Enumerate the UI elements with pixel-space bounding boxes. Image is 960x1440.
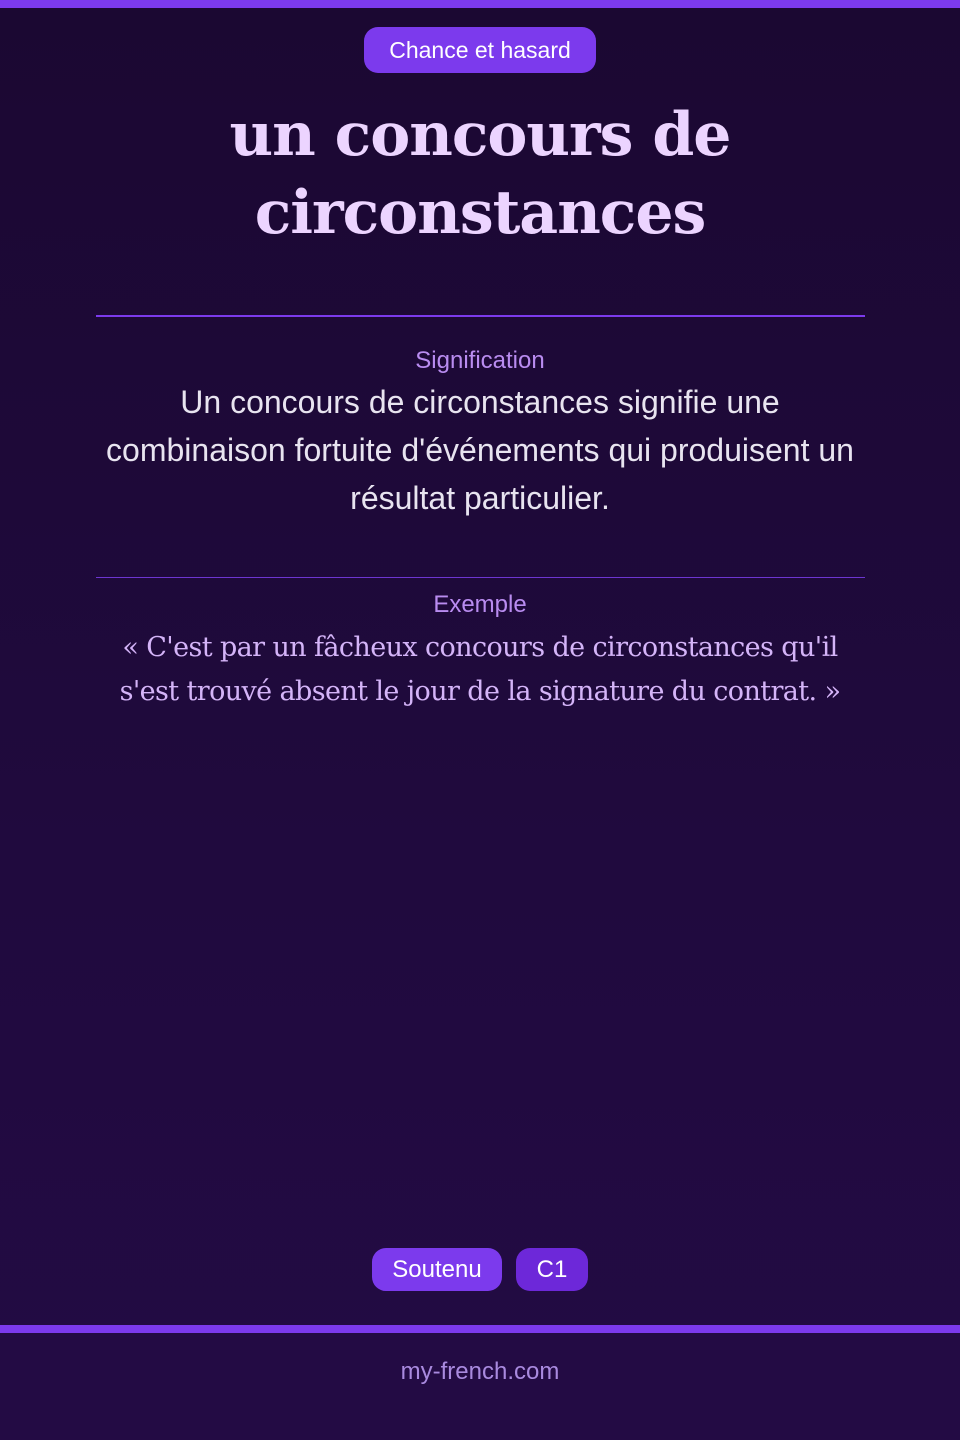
- footer-site-link[interactable]: my-french.com: [400, 1358, 560, 1385]
- top-accent-bar: [0, 0, 960, 8]
- meaning-label: Signification: [415, 347, 545, 374]
- title-divider: [96, 315, 865, 317]
- example-label: Exemple: [433, 591, 527, 618]
- bottom-accent-bar: [0, 1325, 960, 1333]
- level-tag: C1: [516, 1248, 588, 1291]
- example-sentence: « C'est par un fâcheux concours de circonstances qu'il s'est trouvé absent le jour de la signature du contrat. »: [119, 632, 841, 707]
- register-tag: Soutenu: [372, 1248, 502, 1291]
- section-divider: [96, 577, 865, 578]
- category-badge: Chance et hasard: [364, 27, 596, 73]
- meaning-text: Un concours de circonstances signifie une combinaison fortuite d'événements qui produisent un résultat particulier.: [106, 384, 854, 516]
- expression-title: un concours de circonstances: [229, 100, 731, 248]
- tag-list: [0, 1248, 960, 1291]
